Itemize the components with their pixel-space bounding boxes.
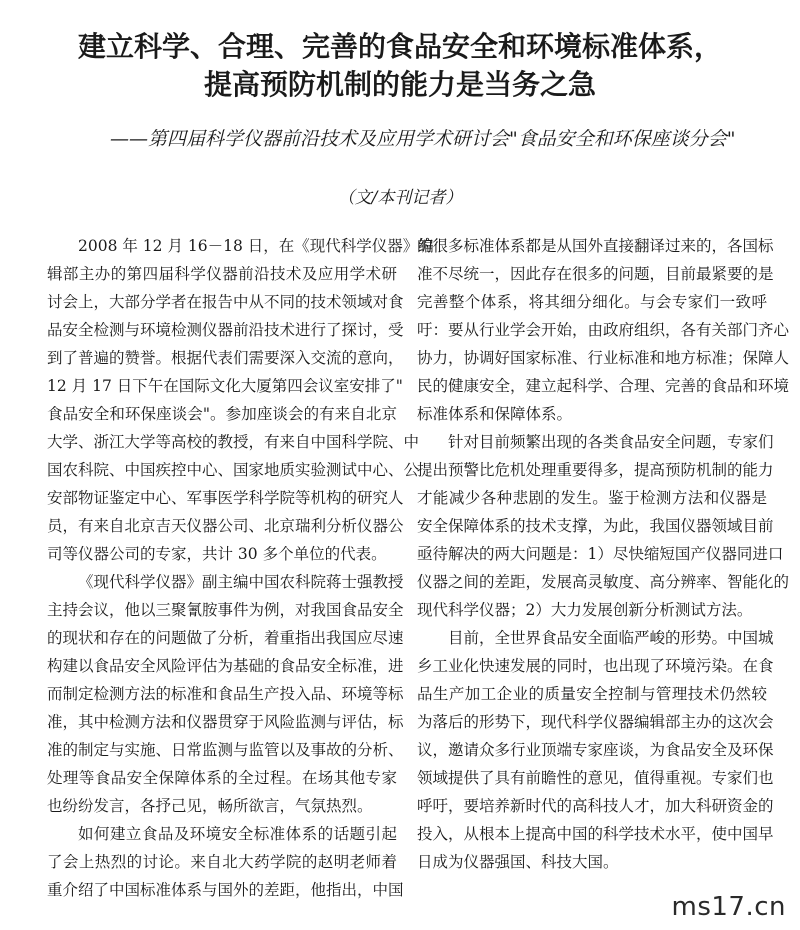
- site-watermark: ms17.cn: [671, 892, 786, 922]
- text-line: 准不尽统一，因此存在很多的问题，目前最紧要的是: [417, 265, 774, 283]
- text-line: 2008 年 12 月 16－18 日，在《现代科学仪器》编: [78, 237, 434, 255]
- text-line: 到了普遍的赞誉。根据代表们需要深入交流的意向，: [47, 349, 404, 367]
- text-line: 12 月 17 日下午在国际文化大厦第四会议室安排了": [47, 377, 403, 395]
- text-line: 重介绍了中国标准体系与国外的差距，他指出，中国: [47, 881, 404, 899]
- text-line: 而制定检测方法的标准和食品生产投入品、环境等标: [47, 685, 404, 703]
- text-line: 针对目前频繁出现的各类食品安全问题，专家们: [448, 433, 774, 451]
- text-line: 民的健康安全，建立起科学、合理、完善的食品和环境: [417, 377, 790, 395]
- text-line: 的很多标准体系都是从国外直接翻译过来的，各国标: [417, 237, 774, 255]
- text-line: 安部物证鉴定中心、军事医学科学院等机构的研究人: [47, 489, 404, 507]
- article-subtitle: ——第四届科学仪器前沿技术及应用学术研讨会"食品安全和环保座谈分会": [110, 128, 736, 150]
- text-line: 乡工业化快速发展的同时，也出现了环境污染。在食: [417, 657, 774, 675]
- body-column-left: [47, 232, 434, 904]
- text-line: 如何建立食品及环境安全标准体系的话题引起: [78, 825, 397, 843]
- text-line: 准，其中检测方法和仪器贯穿于风险监测与评估，标: [47, 713, 404, 731]
- text-line: 呼吁，要培养新时代的高科技人才，加大科研资金的: [417, 797, 774, 815]
- text-line: 构建以食品安全风险评估为基础的食品安全标准，进: [47, 657, 404, 675]
- text-line: 提出预警比危机处理重要得多，提高预防机制的能力: [417, 461, 774, 479]
- text-line: 品生产加工企业的质量安全控制与管理技术仍然较: [417, 685, 767, 703]
- text-line: 标准体系和保障体系。: [417, 405, 573, 423]
- article-title-line-2: 提高预防机制的能力是当务之急: [203, 68, 596, 101]
- text-line: 领域提供了具有前瞻性的意见，值得重视。专家们也: [417, 769, 774, 787]
- text-line: 现代科学仪器；2）大力发展创新分析测试方法。: [417, 601, 753, 619]
- text-line: 才能减少各种悲剧的发生。鉴于检测方法和仪器是: [417, 489, 767, 507]
- text-line: 司等仪器公司的专家，共计 30 多个单位的代表。: [47, 545, 387, 563]
- text-line: 吁：要从行业学会开始，由政府组织，各有关部门齐心: [417, 321, 790, 339]
- text-line: 品安全检测与环境检测仪器前沿技术进行了探讨，受: [47, 321, 404, 339]
- text-line: 《现代科学仪器》副主编中国农科院蒋士强教授: [78, 573, 404, 591]
- text-line: 安全保障体系的技术支撑，为此，我国仪器领域目前: [417, 517, 774, 535]
- text-line: 投入，从根本上提高中国的科学技术水平，使中国早: [417, 825, 774, 843]
- text-line: 主持会议，他以三聚氰胺事件为例，对我国食品安全: [47, 601, 404, 619]
- text-line: 员，有来自北京吉天仪器公司、北京瑞利分析仪器公: [47, 517, 404, 535]
- text-line: 讨会上，大部分学者在报告中从不同的技术领域对食: [47, 293, 404, 311]
- article-byline: （文/本刊记者）: [337, 188, 463, 208]
- text-line: 大学、浙江大学等高校的教授，有来自中国科学院、中: [47, 433, 420, 451]
- text-line: 完善整个体系，将其细分细化。与会专家们一致呼: [417, 293, 767, 311]
- text-line: 的现状和存在的问题做了分析，着重指出我国应尽速: [47, 629, 404, 647]
- article-title-line-1: 建立科学、合理、完善的食品安全和环境标准体系，: [77, 30, 722, 63]
- body-column-right: [417, 232, 790, 876]
- text-line: 为落后的形势下，现代科学仪器编辑部主办的这次会: [417, 713, 774, 731]
- text-line: 议，邀请众多行业顶端专家座谈，为食品安全及环保: [417, 741, 774, 759]
- text-line: 辑部主办的第四届科学仪器前沿技术及应用学术研: [47, 265, 397, 283]
- text-line: 目前，全世界食品安全面临严峻的形势。中国城: [448, 629, 774, 647]
- text-line: 准的制定与实施、日常监测与监管以及事故的分析、: [47, 741, 404, 759]
- text-line: 亟待解决的两大问题是：1）尽快缩短国产仪器同进口: [417, 545, 784, 563]
- text-line: 仪器之间的差距，发展高灵敏度、高分辨率、智能化的: [417, 573, 790, 591]
- text-line: 也纷纷发言，各抒己见，畅所欲言，气氛热烈。: [47, 797, 373, 815]
- text-line: 食品安全和环保座谈会"。参加座谈会的有来自北京: [47, 405, 397, 423]
- text-line: 了会上热烈的讨论。来自北大药学院的赵明老师着: [47, 853, 397, 871]
- text-line: 日成为仪器强国、科技大国。: [417, 853, 619, 871]
- text-line: 协力，协调好国家标准、行业标准和地方标准；保障人: [417, 349, 790, 367]
- text-line: 国农科院、中国疾控中心、国家地质实验测试中心、公: [47, 461, 420, 479]
- text-line: 处理等食品安全保障体系的全过程。在场其他专家: [47, 769, 397, 787]
